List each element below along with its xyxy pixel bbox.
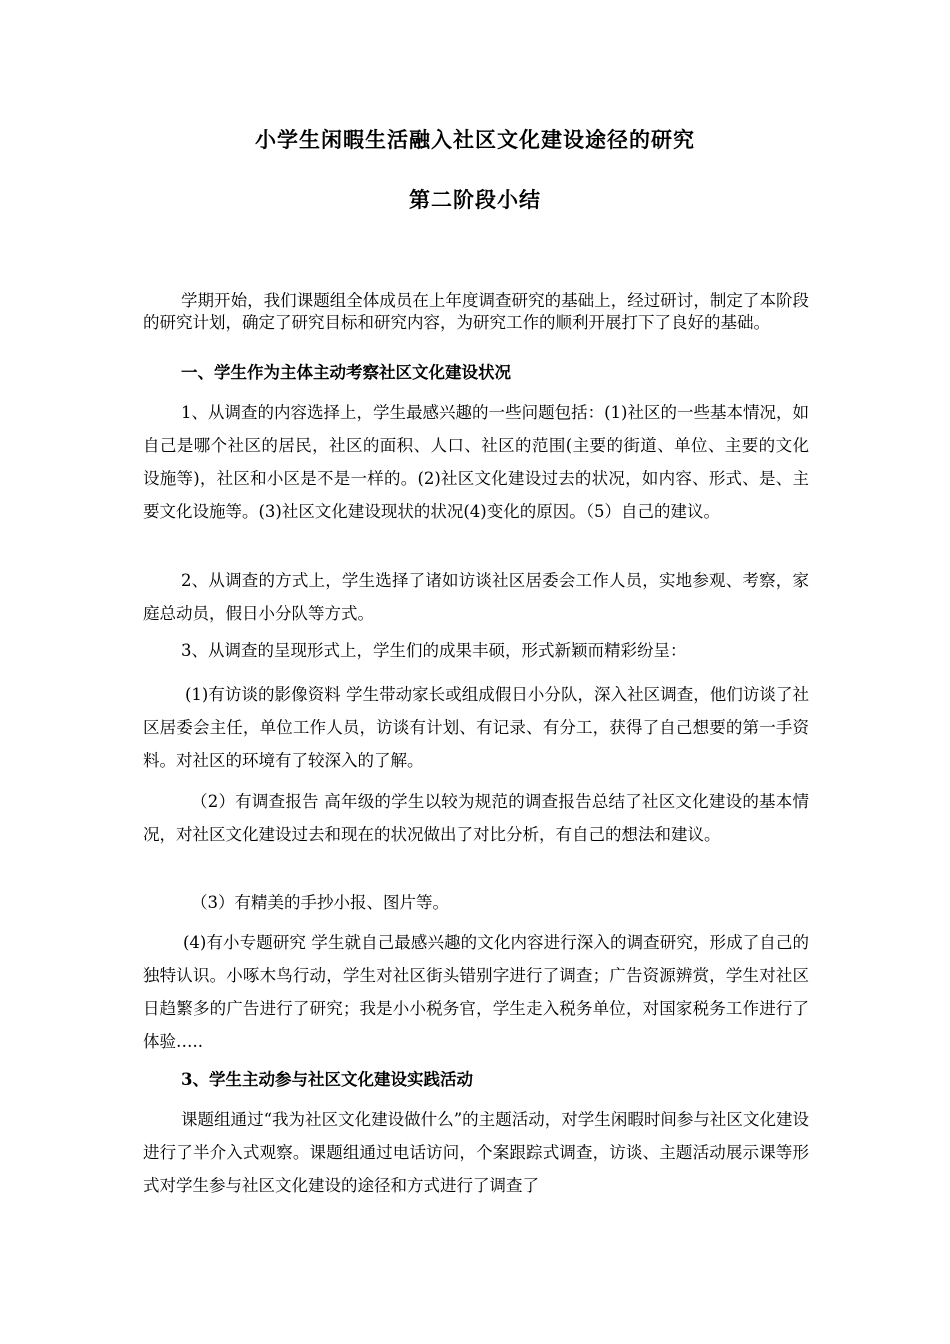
document-title: 小学生闲暇生活融入社区文化建设途径的研究 (255, 127, 695, 152)
paragraph-interview-materials: (1)有访谈的影像资料 学生带动家长或组成假日小分队，深入社区调查，他们访谈了社区居委会主任，单位工作人员，访谈有计划、有记录、有分工，获得了自己想要的第一手资料。对社区的环境有了较深入的了解。 (143, 685, 809, 770)
paragraph-topic-research: (4)有小专题研究 学生就自己最感兴趣的文化内容进行深入的调查研究，形成了自己的独特认识。小啄木鸟行动，学生对社区街头错别字进行了调查；广告资源辨赏，学生对社区日趋繁多的广告进行了研究；我是小小税务官，学生走入税务单位，对国家税务工作进行了体验….. (143, 933, 809, 1051)
document-subtitle: 第二阶段小结 (409, 187, 541, 212)
intro-paragraph: 学期开始，我们课题组全体成员在上年度调查研究的基础上，经过研讨，制定了本阶段的研究计划，确定了研究目标和研究内容，为研究工作的顺利开展打下了良好的基础。 (143, 291, 809, 332)
paragraph-survey-methods: 2、从调查的方式上，学生选择了诸如访谈社区居委会工作人员，实地参观、考察，家庭总动员，假日小分队等方式。 (143, 571, 809, 623)
paragraph-practice-activities: 课题组通过“我为社区文化建设做什么”的主题活动，对学生闲暇时间参与社区文化建设进行了半介入式观察。课题组通过电话访问，个案跟踪式调查，访谈、主题活动展示课等形式对学生参与社区文化建设的途径和方式进行了调查了 (143, 1110, 809, 1195)
paragraph-presentation-forms: 3、从调查的呈现形式上，学生们的成果丰硕，形式新颖而精彩纷呈： (181, 641, 687, 660)
paragraph-content-selection: 1、从调查的内容选择上，学生最感兴趣的一些问题包括：(1)社区的一些基本情况，如自己是哪个社区的居民，社区的面积、人口、社区的范围(主要的街道、单位、主要的文化设施等)，社区和小区是不是一样的。(2)社区文化建设过去的状况，如内容、形式、是、主要文化设施等。(3)社区文化建设现状的状况(4)变化的原因。（5）自己的建议。 (143, 403, 809, 521)
section-heading-3: 3、学生主动参与社区文化建设实践活动 (181, 1070, 473, 1089)
paragraph-survey-reports: （2）有调查报告 高年级的学生以较为规范的调查报告总结了社区文化建设的基本情况，对社区文化建设过去和现在的状况做出了对比分析，有自己的想法和建议。 (143, 792, 809, 844)
section-heading-1: 一、学生作为主体主动考察社区文化建设状况 (181, 363, 511, 382)
paragraph-handmade-newspapers: （3）有精美的手抄小报、图片等。 (191, 893, 449, 912)
